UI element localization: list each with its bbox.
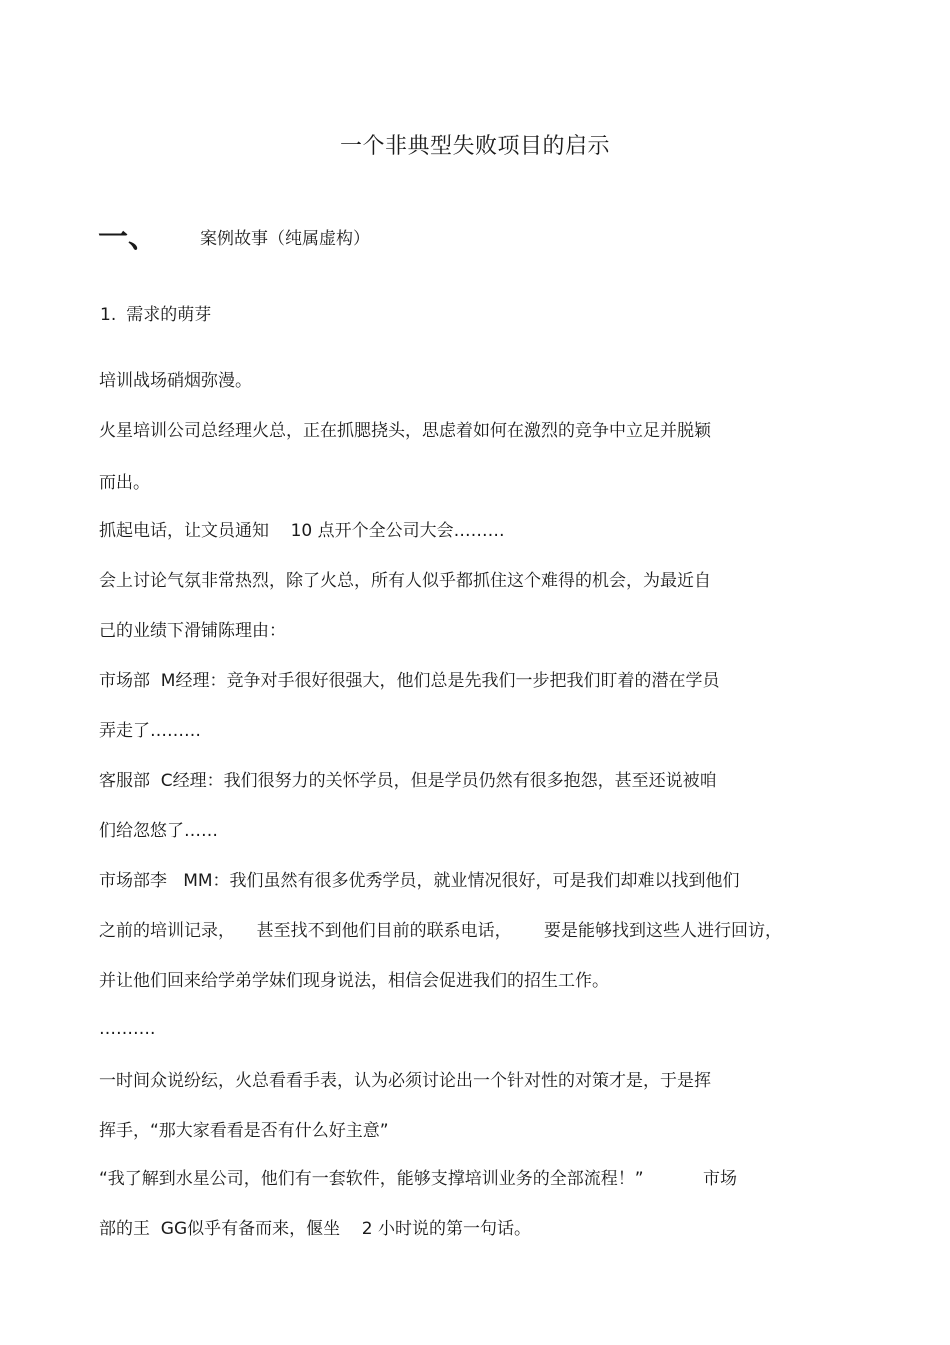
paragraph-line: 而出。 [99,473,150,493]
paragraph-line: 市场部 M经理：竞争对手很好很强大，他们总是先我们一步把我们盯着的潜在学员 [99,671,720,691]
paragraph-line: 们给忽悠了…… [99,821,218,841]
subsection-title: 需求的萌芽 [126,305,212,325]
paragraph-line: 火星培训公司总经理火总，正在抓腮挠头，思虑着如何在激烈的竞争中立足并脱颖 [99,421,711,441]
document-title: 一个非典型失败项目的启示 [339,134,610,159]
paragraph-line: 挥手，“那大家看看是否有什么好主意” [99,1121,389,1141]
subsection-number: 1. [100,305,117,325]
paragraph-line: 市场部李 MM：我们虽然有很多优秀学员，就业情况很好，可是我们却难以找到他们 [99,871,740,891]
paragraph-line: 会上讨论气氛非常热烈，除了火总，所有人似乎都抓住这个难得的机会，为最近自 [99,571,711,591]
paragraph-line: 己的业绩下滑铺陈理由： [99,621,286,641]
paragraph-line: 并让他们回来给学弟学妹们现身说法，相信会促进我们的招生工作。 [99,971,609,991]
paragraph-line: ………. [99,1019,156,1039]
section-number: 一、 [98,220,158,255]
subsection-heading [100,302,211,328]
paragraph-line: 弄走了……… [99,721,201,741]
paragraph-line: “我了解到水星公司，他们有一套软件，能够支撑培训业务的全部流程！” 市场 [99,1169,738,1189]
paragraph-line: 部的王 GG似乎有备而来，偃坐 2 小时说的第一句话。 [99,1219,531,1239]
paragraph-line: 培训战场硝烟弥漫。 [99,371,252,391]
paragraph-line: 一时间众说纷纭，火总看看手表，认为必须讨论出一个针对性的对策才是，于是挥 [99,1071,711,1091]
paragraph-line: 之前的培训记录， 甚至找不到他们目前的联系电话， 要是能够找到这些人进行回访， [99,921,783,941]
paragraph-line: 抓起电话，让文员通知 10 点开个全公司大会……… [99,521,505,541]
paragraph-line: 客服部 C经理：我们很努力的关怀学员，但是学员仍然有很多抱怨，甚至还说被咱 [99,771,717,791]
section-title: 案例故事（纯属虚构） [200,229,370,249]
